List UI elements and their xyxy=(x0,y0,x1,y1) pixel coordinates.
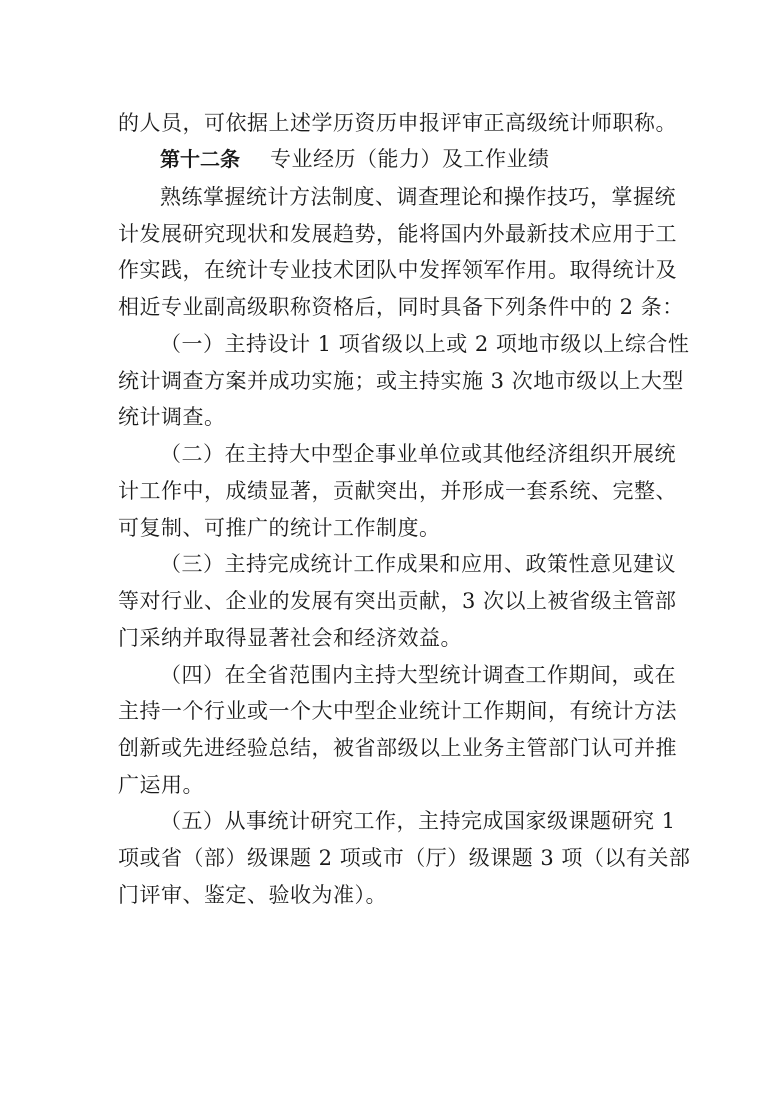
text-line: （一）主持设计 1 项省级以上或 2 项地市级以上综合性 xyxy=(160,332,690,356)
text-line: 计工作中，成绩显著，贡献突出，并形成一套系统、完整、 xyxy=(118,479,677,503)
text-line: 熟练掌握统计方法制度、调查理论和操作技巧，掌握统 xyxy=(160,185,676,209)
text-line: 的人员，可依据上述学历资历申报评审正高级统计师职称。 xyxy=(118,111,677,135)
text-line: 门采纳并取得显著社会和经济效益。 xyxy=(118,626,462,650)
text-line: 作实践，在统计专业技术团队中发挥领军作用。取得统计及 xyxy=(118,258,677,282)
text-line: 门评审、鉴定、验收为准）。 xyxy=(118,883,387,907)
article-subtitle: 专业经历（能力）及工作业绩 xyxy=(270,147,550,171)
text-line: （四）在全省范围内主持大型统计调查工作期间，或在 xyxy=(160,663,676,687)
text-line: （三）主持完成统计工作成果和应用、政策性意见建议 xyxy=(160,552,676,576)
text-line: 广运用。 xyxy=(118,773,204,797)
text-line: 主持一个行业或一个大中型企业统计工作期间，有统计方法 xyxy=(118,699,677,723)
article-title: 第十二条 xyxy=(160,147,240,171)
text-line: （五）从事统计研究工作，主持完成国家级课题研究 1 xyxy=(160,809,676,833)
text-line: 相近专业副高级职称资格后，同时具备下列条件中的 2 条： xyxy=(118,295,684,319)
text-line: 计发展研究现状和发展趋势，能将国内外最新技术应用于工 xyxy=(118,222,677,246)
text-line: 可复制、可推广的统计工作制度。 xyxy=(118,516,441,540)
text-line: 统计调查。 xyxy=(118,405,226,429)
text-line: 等对行业、企业的发展有突出贡献，3 次以上被省级主管部 xyxy=(118,589,677,613)
text-line: 创新或先进经验总结，被省部级以上业务主管部门认可并推 xyxy=(118,736,677,760)
text-line: 统计调查方案并成功实施；或主持实施 3 次地市级以上大型 xyxy=(118,369,684,393)
text-line: （二）在主持大中型企事业单位或其他经济组织开展统 xyxy=(160,442,676,466)
text-line: 项或省（部）级课题 2 项或市（厅）级课题 3 项（以有关部 xyxy=(118,846,691,870)
